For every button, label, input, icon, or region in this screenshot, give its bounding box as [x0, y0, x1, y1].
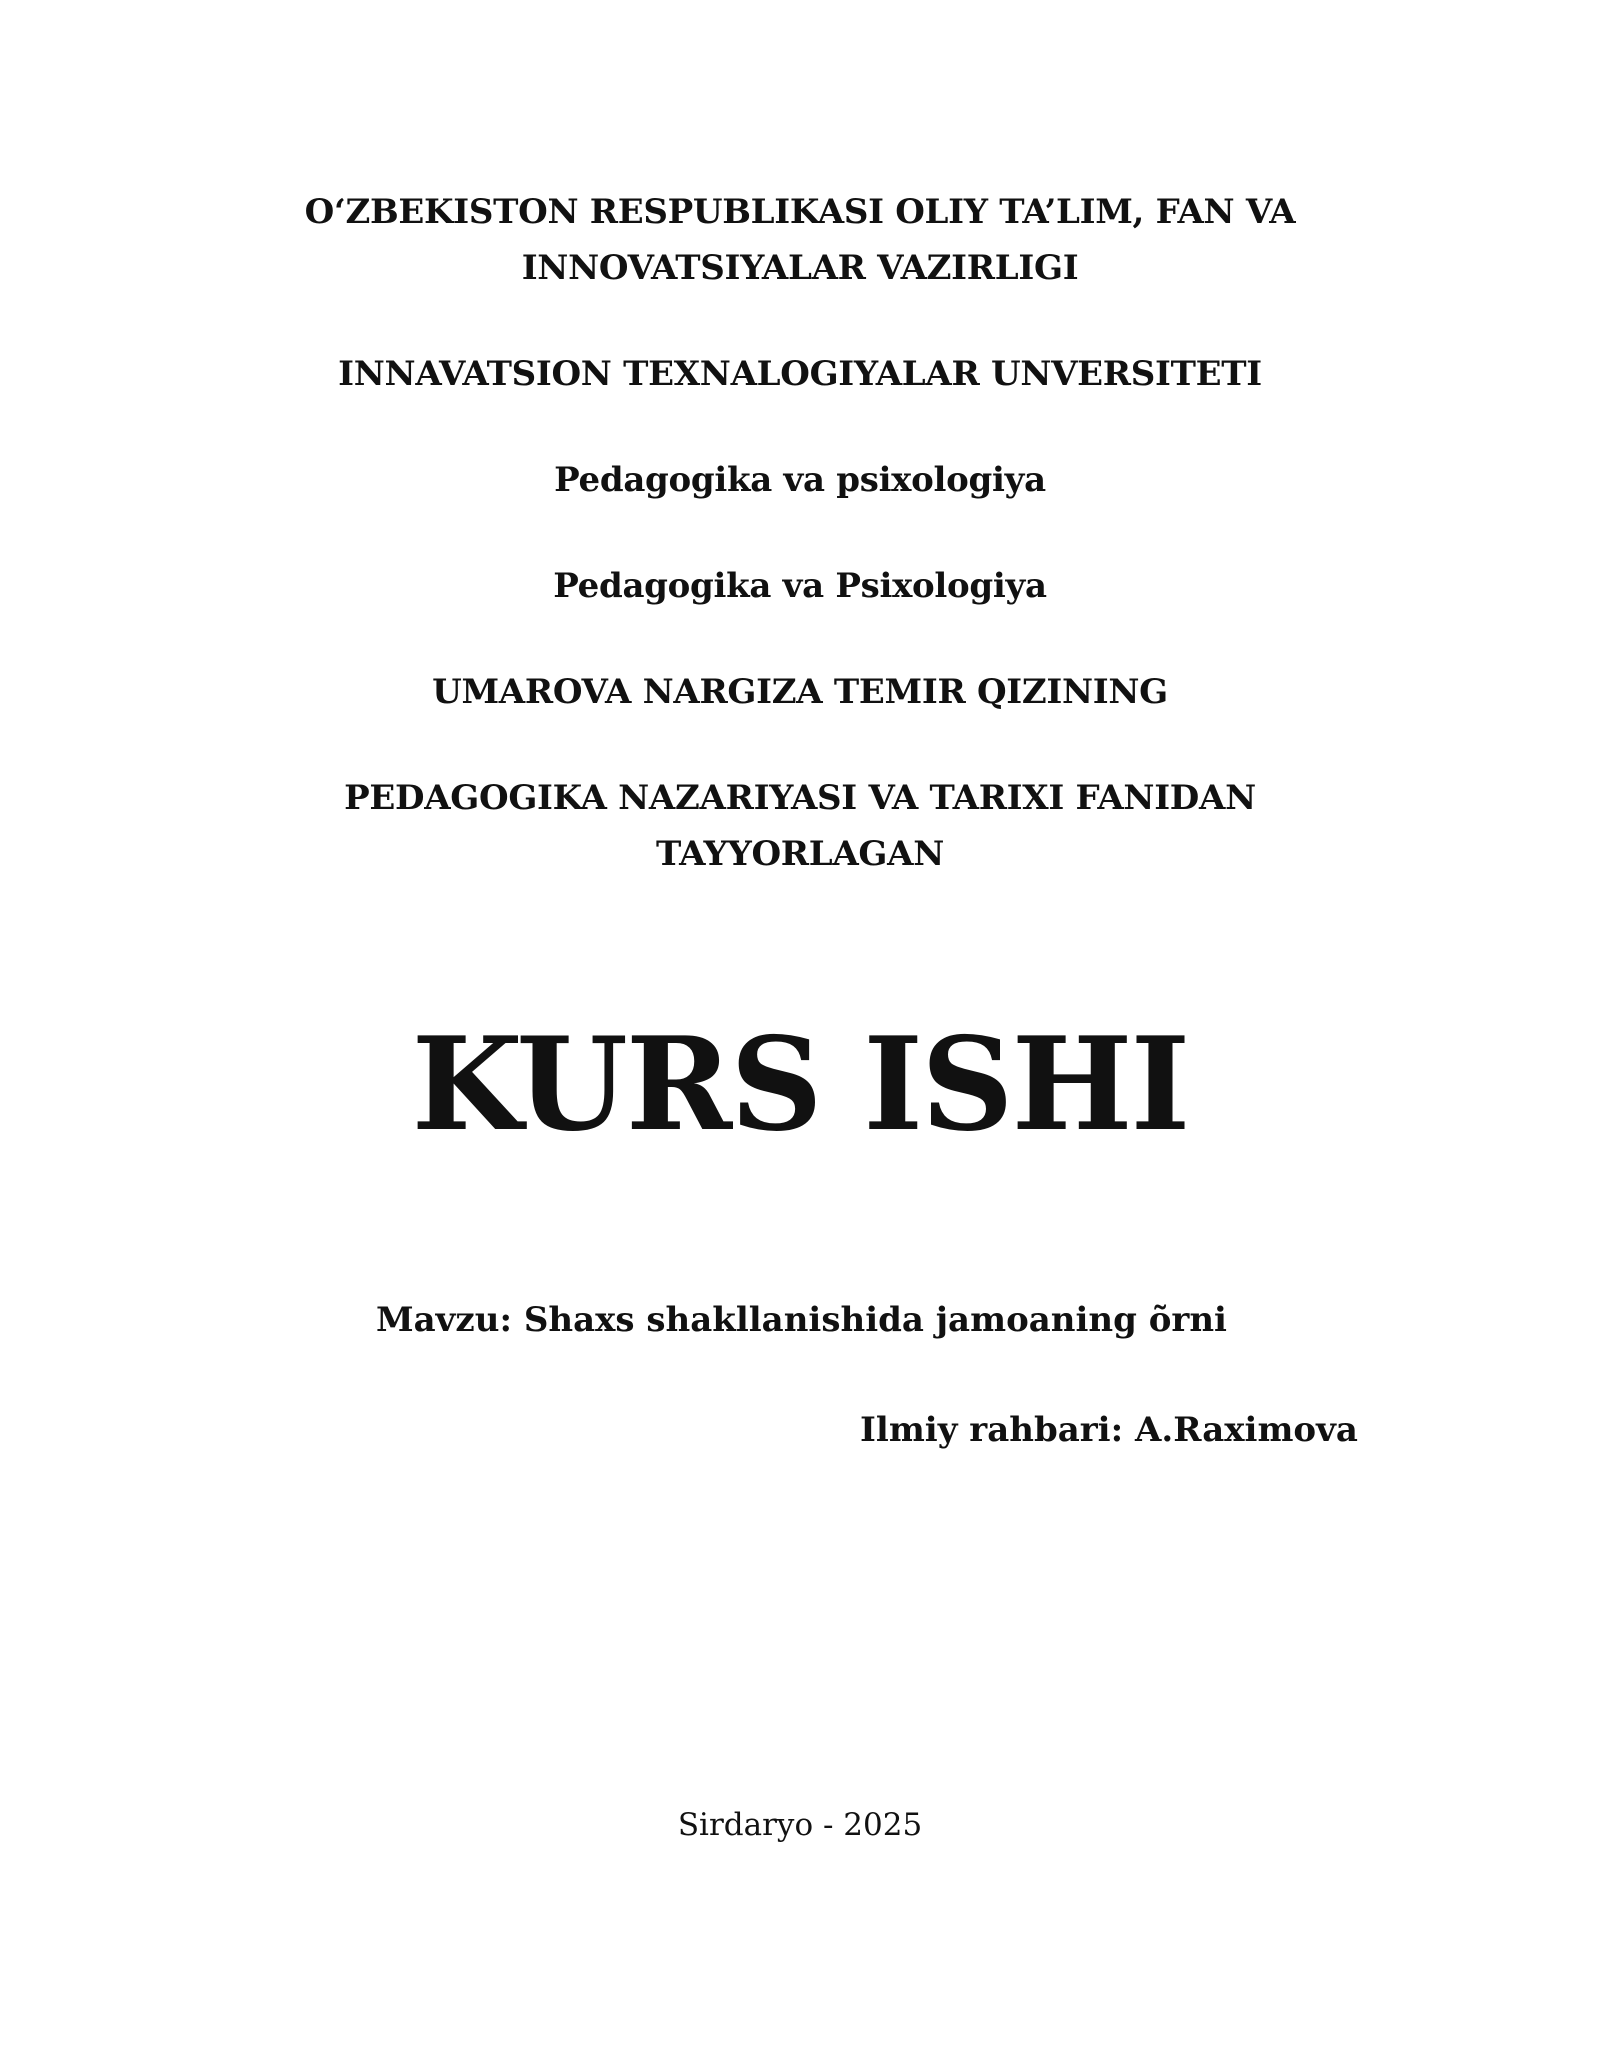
subject-line-1: PEDAGOGIKA NAZARIYASI VA TARIXI FANIDAN: [344, 778, 1256, 818]
document-title: KURS ISHI: [411, 1010, 1189, 1160]
place-and-year: Sirdaryo - 2025: [677, 1807, 923, 1843]
subject-heading: [0, 770, 1600, 882]
ministry-line-1: O‘ZBEKISTON RESPUBLIKASI OLIY TA’LIM, FAN VA: [304, 192, 1296, 232]
ministry-heading: [0, 184, 1600, 296]
ministry-line-2: INNOVATSIYALAR VAZIRLIGI: [521, 248, 1079, 288]
supervisor-line: Ilmiy rahbari: A.Raximova: [860, 1410, 1358, 1450]
university-name: INNAVATSION TEXNALOGIYALAR UNVERSITETI: [338, 354, 1262, 394]
department-name: Pedagogika va psixologiya: [554, 460, 1046, 500]
specialty-name: Pedagogika va Psixologiya: [553, 566, 1047, 606]
student-name: UMAROVA NARGIZA TEMIR QIZINING: [432, 672, 1168, 712]
subject-line-2: TAYYORLAGAN: [655, 834, 945, 874]
topic-line: Mavzu: Shaxs shakllanishida jamoaning õrni: [376, 1300, 1227, 1340]
